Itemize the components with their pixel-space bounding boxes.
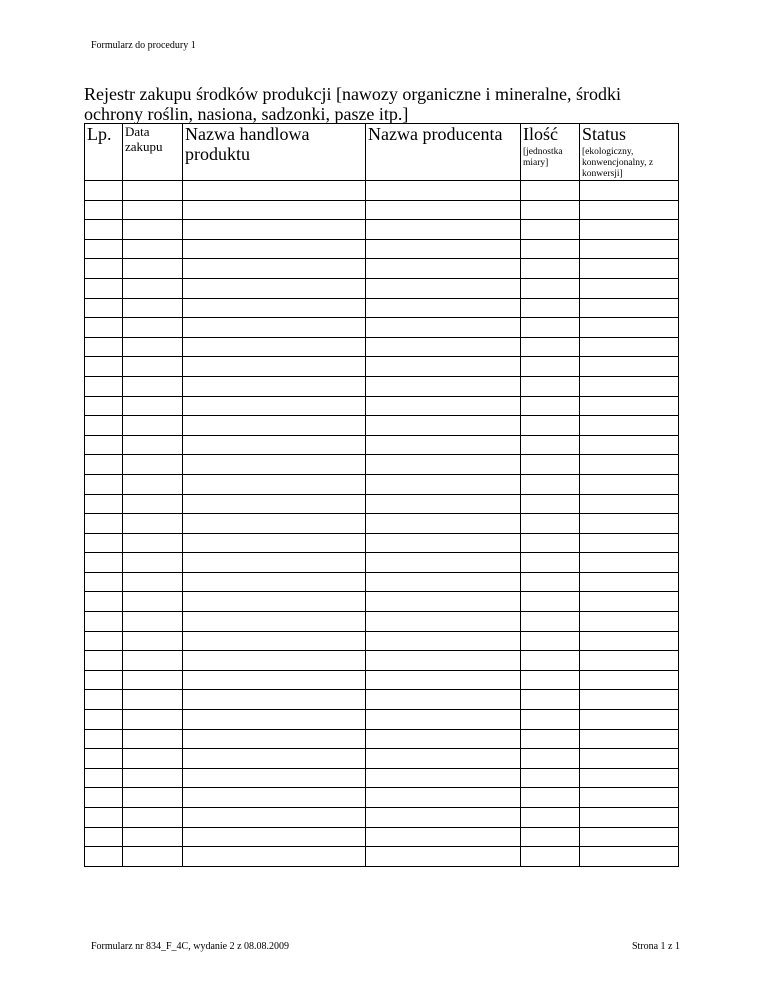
table-row	[85, 827, 679, 847]
table-row	[85, 474, 679, 494]
cell-lp[interactable]	[85, 690, 123, 710]
cell-ilosc[interactable]	[521, 278, 580, 298]
table-row	[85, 572, 679, 592]
col-header-nazwa-producenta	[366, 124, 521, 181]
cell-ilosc[interactable]	[521, 239, 580, 259]
cell-status[interactable]	[580, 416, 679, 436]
cell-status[interactable]	[580, 533, 679, 553]
cell-ilosc[interactable]	[521, 788, 580, 808]
cell-nazwa-handlowa[interactable]	[183, 827, 366, 847]
cell-status[interactable]	[580, 357, 679, 377]
cell-lp[interactable]	[85, 553, 123, 573]
cell-ilosc[interactable]	[521, 455, 580, 475]
col-header-status-note: [ekologiczny, konwencjonalny, z konwersji]	[582, 147, 654, 179]
cell-data-zakupu[interactable]	[123, 670, 183, 690]
cell-status[interactable]	[580, 474, 679, 494]
cell-lp[interactable]	[85, 474, 123, 494]
cell-status[interactable]	[580, 612, 679, 632]
table-row	[85, 514, 679, 534]
cell-ilosc[interactable]	[521, 396, 580, 416]
cell-nazwa-producenta[interactable]	[366, 670, 521, 690]
cell-nazwa-producenta[interactable]	[366, 651, 521, 671]
cell-lp[interactable]	[85, 435, 123, 455]
cell-data-zakupu[interactable]	[123, 278, 183, 298]
cell-nazwa-handlowa[interactable]	[183, 200, 366, 220]
cell-status[interactable]	[580, 200, 679, 220]
cell-lp[interactable]	[85, 259, 123, 279]
cell-nazwa-producenta[interactable]	[366, 278, 521, 298]
cell-nazwa-producenta[interactable]	[366, 416, 521, 436]
cell-nazwa-producenta[interactable]	[366, 631, 521, 651]
col-header-data-zakupu	[123, 124, 183, 181]
cell-nazwa-producenta[interactable]	[366, 749, 521, 769]
table-row	[85, 259, 679, 279]
table-row	[85, 337, 679, 357]
cell-lp[interactable]	[85, 572, 123, 592]
table-row	[85, 318, 679, 338]
col-header-nazwa-handlowa-label: Nazwa handlowa produktu	[185, 124, 310, 164]
table-row	[85, 239, 679, 259]
table-row	[85, 710, 679, 730]
col-header-lp-label: Lp.	[87, 124, 112, 144]
cell-ilosc[interactable]	[521, 651, 580, 671]
cell-ilosc[interactable]	[521, 220, 580, 240]
cell-lp[interactable]	[85, 396, 123, 416]
cell-status[interactable]	[580, 729, 679, 749]
cell-data-zakupu[interactable]	[123, 533, 183, 553]
cell-status[interactable]	[580, 808, 679, 828]
col-header-ilosc	[521, 124, 580, 181]
cell-ilosc[interactable]	[521, 592, 580, 612]
cell-lp[interactable]	[85, 298, 123, 318]
cell-ilosc[interactable]	[521, 827, 580, 847]
cell-data-zakupu[interactable]	[123, 827, 183, 847]
cell-data-zakupu[interactable]	[123, 239, 183, 259]
cell-nazwa-producenta[interactable]	[366, 181, 521, 201]
cell-status[interactable]	[580, 318, 679, 338]
cell-data-zakupu[interactable]	[123, 631, 183, 651]
cell-lp[interactable]	[85, 768, 123, 788]
cell-status[interactable]	[580, 181, 679, 201]
cell-status[interactable]	[580, 553, 679, 573]
cell-ilosc[interactable]	[521, 298, 580, 318]
cell-nazwa-handlowa[interactable]	[183, 220, 366, 240]
cell-nazwa-producenta[interactable]	[366, 298, 521, 318]
table-row	[85, 181, 679, 201]
col-header-nazwa-producenta-label: Nazwa producenta	[368, 124, 503, 144]
col-header-nazwa-handlowa	[183, 124, 366, 181]
cell-data-zakupu[interactable]	[123, 514, 183, 534]
table-row	[85, 768, 679, 788]
cell-nazwa-producenta[interactable]	[366, 690, 521, 710]
cell-data-zakupu[interactable]	[123, 612, 183, 632]
table-row	[85, 494, 679, 514]
table-row	[85, 690, 679, 710]
cell-status[interactable]	[580, 827, 679, 847]
table-row	[85, 435, 679, 455]
col-header-status-label: Status	[582, 124, 627, 144]
cell-nazwa-handlowa[interactable]	[183, 729, 366, 749]
cell-ilosc[interactable]	[521, 181, 580, 201]
cell-data-zakupu[interactable]	[123, 298, 183, 318]
table-row	[85, 788, 679, 808]
cell-data-zakupu[interactable]	[123, 749, 183, 769]
cell-ilosc[interactable]	[521, 847, 580, 867]
cell-lp[interactable]	[85, 592, 123, 612]
cell-nazwa-producenta[interactable]	[366, 259, 521, 279]
cell-nazwa-handlowa[interactable]	[183, 592, 366, 612]
cell-lp[interactable]	[85, 749, 123, 769]
cell-data-zakupu[interactable]	[123, 690, 183, 710]
cell-nazwa-handlowa[interactable]	[183, 494, 366, 514]
cell-nazwa-handlowa[interactable]	[183, 553, 366, 573]
cell-status[interactable]	[580, 572, 679, 592]
cell-ilosc[interactable]	[521, 533, 580, 553]
cell-status[interactable]	[580, 670, 679, 690]
cell-ilosc[interactable]	[521, 553, 580, 573]
header-row	[85, 124, 679, 181]
cell-data-zakupu[interactable]	[123, 553, 183, 573]
cell-data-zakupu[interactable]	[123, 416, 183, 436]
header-note: Formularz do procedury 1	[91, 40, 196, 51]
cell-nazwa-producenta[interactable]	[366, 788, 521, 808]
cell-lp[interactable]	[85, 220, 123, 240]
table-header	[85, 124, 679, 181]
cell-data-zakupu[interactable]	[123, 572, 183, 592]
cell-nazwa-producenta[interactable]	[366, 494, 521, 514]
cell-nazwa-handlowa[interactable]	[183, 181, 366, 201]
cell-lp[interactable]	[85, 847, 123, 867]
cell-nazwa-handlowa[interactable]	[183, 514, 366, 534]
cell-lp[interactable]	[85, 494, 123, 514]
col-header-lp	[85, 124, 123, 181]
cell-ilosc[interactable]	[521, 690, 580, 710]
cell-nazwa-producenta[interactable]	[366, 200, 521, 220]
cell-status[interactable]	[580, 278, 679, 298]
cell-lp[interactable]	[85, 416, 123, 436]
cell-data-zakupu[interactable]	[123, 357, 183, 377]
cell-status[interactable]	[580, 749, 679, 769]
cell-nazwa-producenta[interactable]	[366, 318, 521, 338]
table-row	[85, 847, 679, 867]
cell-nazwa-handlowa[interactable]	[183, 808, 366, 828]
cell-nazwa-handlowa[interactable]	[183, 337, 366, 357]
cell-nazwa-producenta[interactable]	[366, 572, 521, 592]
cell-ilosc[interactable]	[521, 612, 580, 632]
cell-lp[interactable]	[85, 181, 123, 201]
cell-lp[interactable]	[85, 357, 123, 377]
cell-nazwa-handlowa[interactable]	[183, 788, 366, 808]
cell-ilosc[interactable]	[521, 435, 580, 455]
cell-lp[interactable]	[85, 455, 123, 475]
cell-nazwa-producenta[interactable]	[366, 455, 521, 475]
cell-data-zakupu[interactable]	[123, 200, 183, 220]
cell-data-zakupu[interactable]	[123, 259, 183, 279]
cell-data-zakupu[interactable]	[123, 847, 183, 867]
cell-lp[interactable]	[85, 788, 123, 808]
cell-nazwa-producenta[interactable]	[366, 533, 521, 553]
cell-data-zakupu[interactable]	[123, 337, 183, 357]
table-row	[85, 455, 679, 475]
table-row	[85, 749, 679, 769]
cell-ilosc[interactable]	[521, 729, 580, 749]
page-title: Rejestr zakupu środków produkcji [nawozy organiczne i mineralne, środki ochrony roślin, nasiona, sadzonki, pasze itp.]	[84, 84, 622, 124]
cell-nazwa-producenta[interactable]	[366, 710, 521, 730]
table-row	[85, 357, 679, 377]
cell-data-zakupu[interactable]	[123, 788, 183, 808]
cell-nazwa-producenta[interactable]	[366, 729, 521, 749]
cell-status[interactable]	[580, 514, 679, 534]
cell-nazwa-handlowa[interactable]	[183, 416, 366, 436]
cell-status[interactable]	[580, 376, 679, 396]
cell-ilosc[interactable]	[521, 474, 580, 494]
cell-nazwa-producenta[interactable]	[366, 357, 521, 377]
cell-data-zakupu[interactable]	[123, 768, 183, 788]
cell-data-zakupu[interactable]	[123, 474, 183, 494]
cell-ilosc[interactable]	[521, 808, 580, 828]
cell-status[interactable]	[580, 651, 679, 671]
cell-nazwa-handlowa[interactable]	[183, 298, 366, 318]
cell-nazwa-handlowa[interactable]	[183, 435, 366, 455]
cell-data-zakupu[interactable]	[123, 435, 183, 455]
cell-lp[interactable]	[85, 670, 123, 690]
table-row	[85, 220, 679, 240]
cell-ilosc[interactable]	[521, 768, 580, 788]
cell-nazwa-handlowa[interactable]	[183, 690, 366, 710]
cell-status[interactable]	[580, 435, 679, 455]
cell-status[interactable]	[580, 847, 679, 867]
table-row	[85, 200, 679, 220]
col-header-data-zakupu-label: Data zakupu	[125, 124, 163, 154]
cell-nazwa-producenta[interactable]	[366, 827, 521, 847]
col-header-status	[580, 124, 679, 181]
cell-data-zakupu[interactable]	[123, 220, 183, 240]
cell-status[interactable]	[580, 631, 679, 651]
cell-ilosc[interactable]	[521, 514, 580, 534]
cell-nazwa-producenta[interactable]	[366, 337, 521, 357]
cell-data-zakupu[interactable]	[123, 592, 183, 612]
cell-lp[interactable]	[85, 376, 123, 396]
cell-nazwa-handlowa[interactable]	[183, 631, 366, 651]
cell-ilosc[interactable]	[521, 318, 580, 338]
cell-lp[interactable]	[85, 514, 123, 534]
cell-nazwa-handlowa[interactable]	[183, 533, 366, 553]
cell-lp[interactable]	[85, 729, 123, 749]
table-row	[85, 670, 679, 690]
cell-nazwa-handlowa[interactable]	[183, 651, 366, 671]
cell-data-zakupu[interactable]	[123, 376, 183, 396]
cell-nazwa-handlowa[interactable]	[183, 847, 366, 867]
cell-nazwa-handlowa[interactable]	[183, 259, 366, 279]
cell-lp[interactable]	[85, 278, 123, 298]
cell-nazwa-handlowa[interactable]	[183, 318, 366, 338]
cell-nazwa-handlowa[interactable]	[183, 768, 366, 788]
cell-nazwa-producenta[interactable]	[366, 808, 521, 828]
cell-lp[interactable]	[85, 318, 123, 338]
cell-nazwa-handlowa[interactable]	[183, 572, 366, 592]
table-row	[85, 416, 679, 436]
cell-status[interactable]	[580, 396, 679, 416]
cell-status[interactable]	[580, 455, 679, 475]
cell-data-zakupu[interactable]	[123, 710, 183, 730]
cell-nazwa-producenta[interactable]	[366, 435, 521, 455]
cell-data-zakupu[interactable]	[123, 396, 183, 416]
cell-ilosc[interactable]	[521, 631, 580, 651]
cell-nazwa-producenta[interactable]	[366, 220, 521, 240]
cell-nazwa-producenta[interactable]	[366, 612, 521, 632]
cell-lp[interactable]	[85, 612, 123, 632]
cell-lp[interactable]	[85, 651, 123, 671]
table-row	[85, 553, 679, 573]
cell-data-zakupu[interactable]	[123, 808, 183, 828]
table-row	[85, 651, 679, 671]
cell-status[interactable]	[580, 259, 679, 279]
cell-nazwa-producenta[interactable]	[366, 474, 521, 494]
table-row	[85, 533, 679, 553]
table-row	[85, 612, 679, 632]
cell-lp[interactable]	[85, 808, 123, 828]
cell-status[interactable]	[580, 592, 679, 612]
cell-ilosc[interactable]	[521, 376, 580, 396]
cell-nazwa-producenta[interactable]	[366, 768, 521, 788]
cell-nazwa-producenta[interactable]	[366, 847, 521, 867]
footer-page-number: Strona 1 z 1	[631, 941, 680, 952]
cell-nazwa-producenta[interactable]	[366, 396, 521, 416]
table-row	[85, 278, 679, 298]
cell-status[interactable]	[580, 710, 679, 730]
cell-ilosc[interactable]	[521, 670, 580, 690]
cell-ilosc[interactable]	[521, 416, 580, 436]
cell-lp[interactable]	[85, 533, 123, 553]
cell-nazwa-handlowa[interactable]	[183, 357, 366, 377]
cell-ilosc[interactable]	[521, 572, 580, 592]
cell-ilosc[interactable]	[521, 749, 580, 769]
cell-nazwa-handlowa[interactable]	[183, 278, 366, 298]
cell-ilosc[interactable]	[521, 710, 580, 730]
footer-form-number: Formularz nr 834_F_4C, wydanie 2 z 08.08.2009	[91, 941, 290, 952]
cell-lp[interactable]	[85, 337, 123, 357]
cell-nazwa-handlowa[interactable]	[183, 455, 366, 475]
cell-data-zakupu[interactable]	[123, 318, 183, 338]
cell-ilosc[interactable]	[521, 337, 580, 357]
cell-nazwa-handlowa[interactable]	[183, 239, 366, 259]
table-row	[85, 729, 679, 749]
cell-status[interactable]	[580, 298, 679, 318]
cell-data-zakupu[interactable]	[123, 181, 183, 201]
cell-lp[interactable]	[85, 200, 123, 220]
cell-lp[interactable]	[85, 631, 123, 651]
cell-nazwa-handlowa[interactable]	[183, 474, 366, 494]
cell-status[interactable]	[580, 220, 679, 240]
cell-status[interactable]	[580, 337, 679, 357]
cell-nazwa-producenta[interactable]	[366, 514, 521, 534]
cell-ilosc[interactable]	[521, 494, 580, 514]
col-header-ilosc-note: [jednostka miary]	[523, 147, 563, 168]
cell-ilosc[interactable]	[521, 200, 580, 220]
cell-lp[interactable]	[85, 239, 123, 259]
cell-nazwa-handlowa[interactable]	[183, 710, 366, 730]
cell-data-zakupu[interactable]	[123, 729, 183, 749]
col-header-ilosc-label: Ilość	[523, 124, 558, 144]
table-row	[85, 631, 679, 651]
cell-nazwa-producenta[interactable]	[366, 592, 521, 612]
table-row	[85, 298, 679, 318]
cell-status[interactable]	[580, 788, 679, 808]
table-body	[85, 181, 679, 867]
cell-status[interactable]	[580, 494, 679, 514]
cell-nazwa-handlowa[interactable]	[183, 376, 366, 396]
cell-data-zakupu[interactable]	[123, 494, 183, 514]
cell-ilosc[interactable]	[521, 259, 580, 279]
cell-lp[interactable]	[85, 827, 123, 847]
table-row	[85, 808, 679, 828]
cell-data-zakupu[interactable]	[123, 455, 183, 475]
register-table	[84, 123, 679, 867]
cell-nazwa-producenta[interactable]	[366, 376, 521, 396]
cell-status[interactable]	[580, 239, 679, 259]
table-row	[85, 592, 679, 612]
cell-status[interactable]	[580, 690, 679, 710]
cell-ilosc[interactable]	[521, 357, 580, 377]
cell-nazwa-handlowa[interactable]	[183, 670, 366, 690]
cell-nazwa-producenta[interactable]	[366, 553, 521, 573]
cell-nazwa-producenta[interactable]	[366, 239, 521, 259]
cell-nazwa-handlowa[interactable]	[183, 749, 366, 769]
table-row	[85, 376, 679, 396]
cell-data-zakupu[interactable]	[123, 651, 183, 671]
cell-nazwa-handlowa[interactable]	[183, 396, 366, 416]
cell-nazwa-handlowa[interactable]	[183, 612, 366, 632]
cell-lp[interactable]	[85, 710, 123, 730]
table-row	[85, 396, 679, 416]
cell-status[interactable]	[580, 768, 679, 788]
